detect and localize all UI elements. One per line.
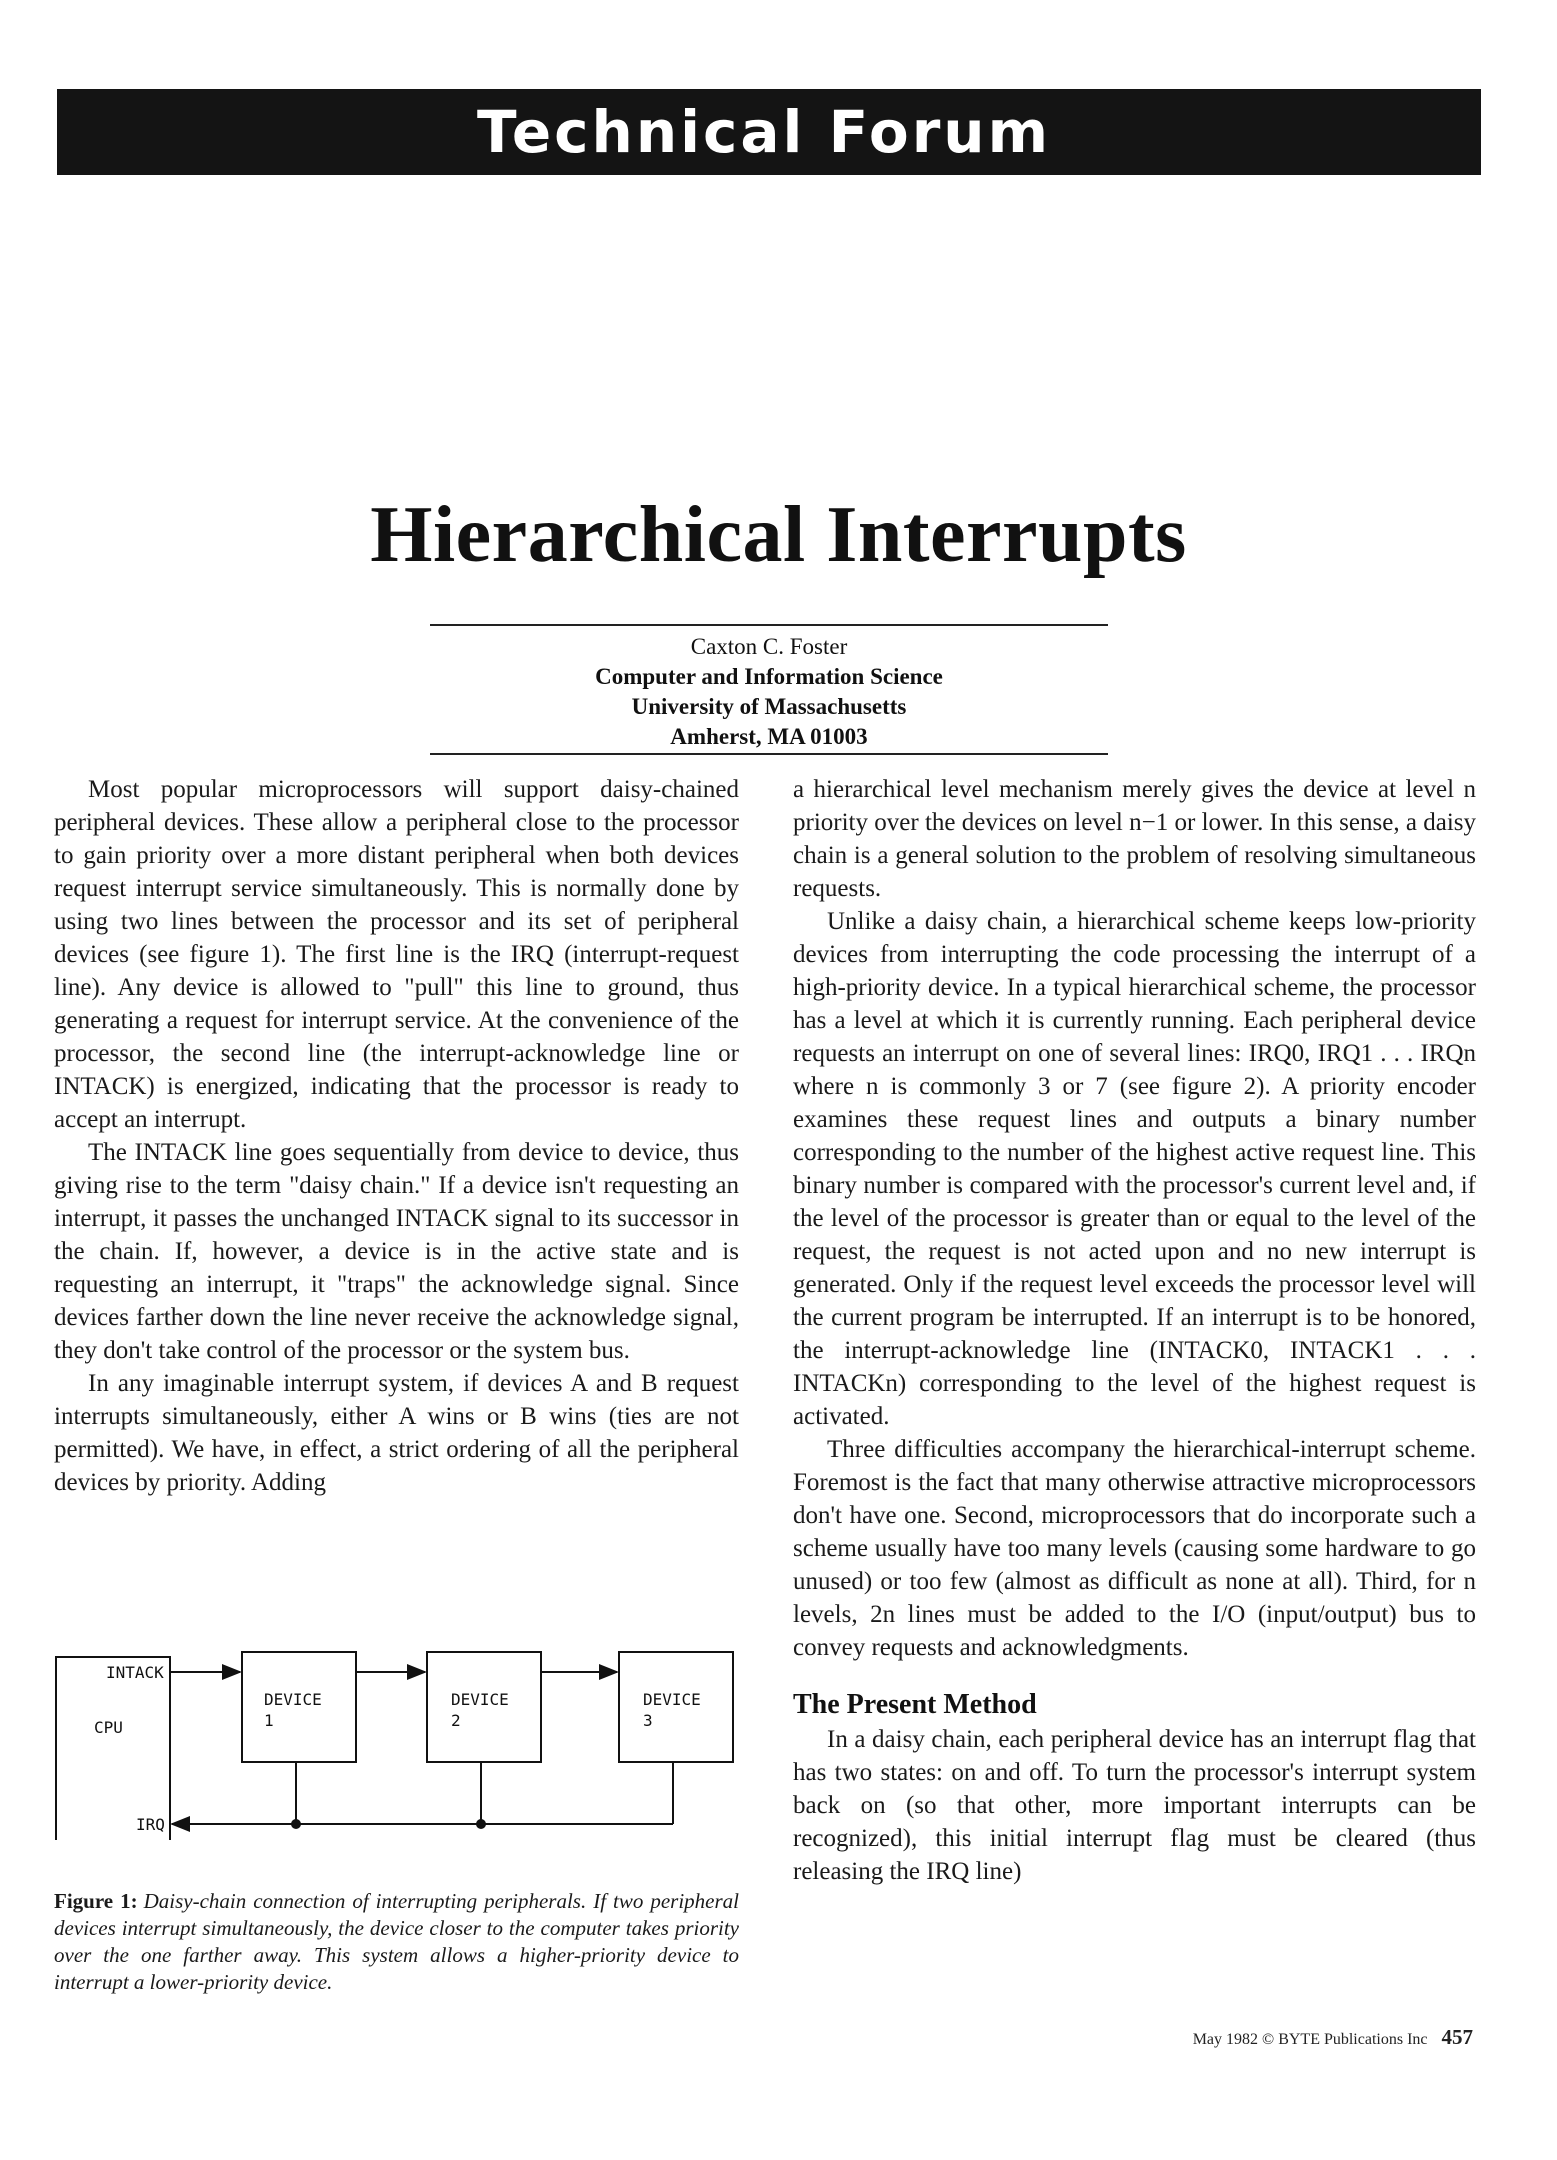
body-paragraph-continued: a hierarchical level mechanism merely gives the device at level n priority over the devices on level n−1 or lower. In this sense, a daisy chain is a general solution to the problem of resolving simultaneous requests. (793, 776, 1476, 902)
device-2-label: DEVICE (451, 1690, 509, 1709)
author-department: Computer and Information Science (595, 664, 943, 689)
cpu-box (56, 1657, 170, 1840)
byline-rule-bottom (430, 753, 1108, 755)
figure-1-caption (54, 1888, 739, 1996)
body-paragraph: In a daisy chain, each peripheral device has an interrupt flag that has two states: on and off. To turn the processor's interrupt system back on (so that other, more important interrupts can be recognized), this initial interrupt flag must be cleared (thus releasing the IRQ line) (793, 1726, 1476, 1885)
body-paragraph: Most popular microprocessors will support daisy-chained peripheral devices. These allow a peripheral close to the processor to gain priority over a more distant peripheral when both devices request interrupt service simultaneously. This is normally done by using two lines between the processor and its set of peripheral devices (see figure 1). The first line is the IRQ (interrupt-request line). Any device is allowed to "pull" this line to ground, thus generating a request for interrupt service. At the convenience of the processor, the second line (the interrupt-acknowledge line or INTACK) is energized, indicating that the processor is ready to accept an interrupt. (54, 776, 739, 1133)
intack-label: INTACK (106, 1663, 164, 1682)
irq-junction-2 (476, 1819, 486, 1829)
device-3-number: 3 (643, 1711, 653, 1730)
body-paragraph: The INTACK line goes sequentially from device to device, thus giving rise to the term "daisy chain." If a device isn't requesting an interrupt, it passes the unchanged INTACK signal to its successor in the chain. If, however, a device is in the active state and is requesting an interrupt, it "traps" the acknowledge signal. Since devices farther down the line never receive the acknowledge signal, they don't take control of the processor or the system bus. (54, 1139, 739, 1364)
author-name: Caxton C. Foster (690, 634, 848, 659)
footer-credit: May 1982 © BYTE Publications Inc (1192, 2031, 1428, 2048)
author-institution: University of Massachusetts (631, 694, 907, 719)
irq-label: IRQ (136, 1815, 165, 1834)
banner-title: Technical Forum (476, 98, 1052, 166)
device-1-number: 1 (264, 1711, 274, 1730)
device-3-label: DEVICE (643, 1690, 701, 1709)
cpu-label: CPU (94, 1718, 123, 1737)
irq-junction-1 (291, 1819, 301, 1829)
daisy-chain-diagram (54, 1640, 744, 1840)
caption-text: Daisy-chain connection of interrupting peripherals. If two peripheral devices interrupt simultaneously, the device closer to the computer takes priority over the one farther away. This system allows a higher-priority device to interrupt a lower-priority device. (54, 1889, 739, 1994)
body-paragraph: Unlike a daisy chain, a hierarchical scheme keeps low-priority devices from interrupting the code processing the interrupt of a high-priority device. In a typical hierarchical scheme, the processor has a level at which it is currently running. Each peripheral device requests an interrupt on one of several lines: IRQ0, IRQ1 . . . IRQn where n is commonly 3 or 7 (see figure 2). A priority encoder examines these request lines and outputs a binary number corresponding to the number of the highest active request line. This binary number is compared with the processor's current level and, if the level of the processor is greater than or equal to the level of the request, the request is not acted upon and no new interrupt is generated. Only if the request level exceeds the processor level will the current program be interrupted. If an interrupt is to be honored, the interrupt-acknowledge line (INTACK0, INTACK1 . . . INTACKn) corresponding to the level of the highest request is activated. (793, 908, 1476, 1430)
byline-rule-top (430, 624, 1108, 626)
device-2-number: 2 (451, 1711, 461, 1730)
left-column (54, 773, 739, 1499)
byline (430, 632, 1108, 752)
section-banner (57, 89, 1481, 175)
right-column (793, 773, 1476, 1888)
author-address: Amherst, MA 01003 (670, 724, 868, 749)
figure-1 (54, 1640, 744, 1840)
body-paragraph: Three difficulties accompany the hierarchical-interrupt scheme. Foremost is the fact that many otherwise attractive microprocessors don't have one. Second, microprocessors that do incorporate such a scheme usually have too many levels (causing some hardware to go unused) or too few (almost as difficult as none at all). Third, for n levels, 2n lines must be added to the I/O (input/output) bus to convey requests and acknowledgments. (793, 1436, 1476, 1661)
section-heading: The Present Method (793, 1689, 1037, 1720)
page-number: 457 (1441, 2025, 1473, 2049)
page-footer (1193, 2025, 1473, 2050)
article-title: Hierarchical Interrupts (370, 491, 1187, 579)
device-1-label: DEVICE (264, 1690, 322, 1709)
caption-label: Figure 1: (54, 1889, 138, 1913)
body-paragraph: In any imaginable interrupt system, if devices A and B request interrupts simultaneously, either A wins or B wins (ties are not permitted). We have, in effect, a strict ordering of all the peripheral devices by priority. Adding (54, 1370, 739, 1496)
